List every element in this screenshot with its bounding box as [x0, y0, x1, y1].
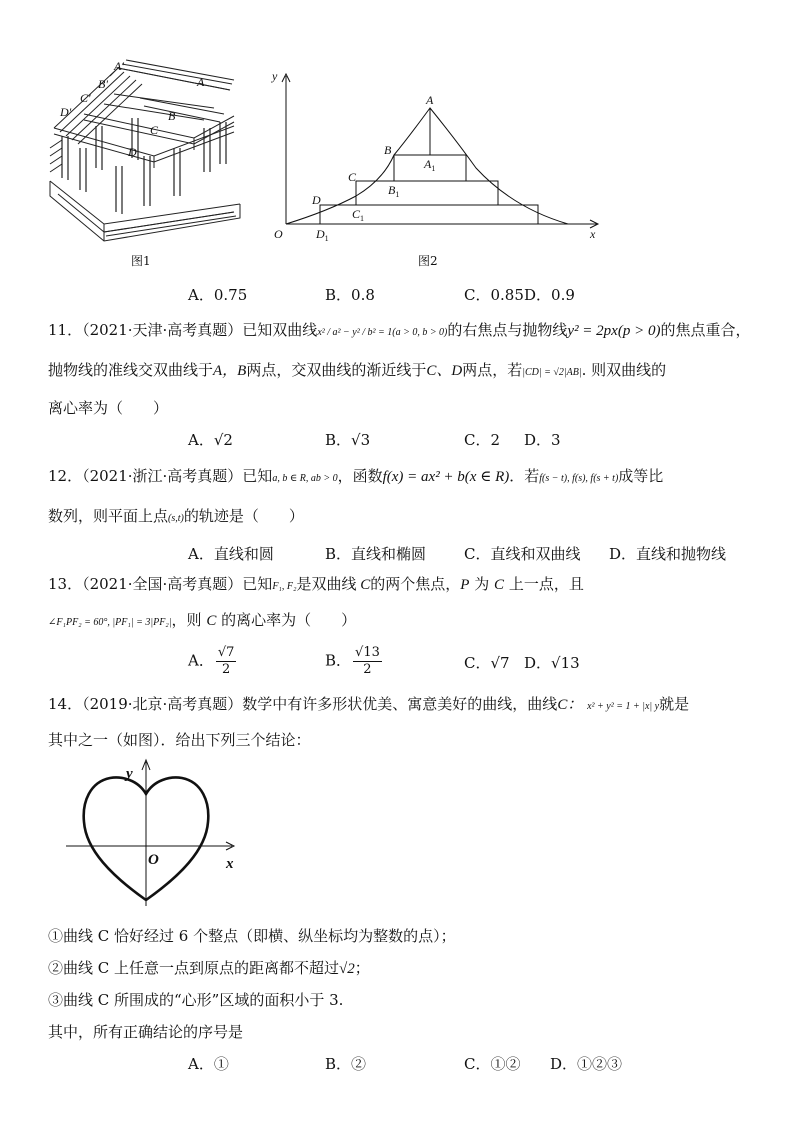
q10-option-c[interactable]: C．0.85: [464, 286, 524, 304]
q11-line-1: 11．（2021·天津·高考真题）已知双曲线x² / a² − y² / b² = 1(a > 0, b > 0)的右焦点与抛物线y² = 2px(p > 0)的焦点重合，: [48, 321, 751, 339]
point-C1-label: $C_1$: [352, 207, 365, 223]
point-C-label: C: [348, 170, 357, 184]
q14-option-a[interactable]: A．①: [188, 1055, 229, 1073]
label-C: C: [150, 123, 159, 137]
q13-option-b[interactable]: B． $\frac{√13}{2}$: [325, 645, 380, 677]
q14-statement-1: ①曲线 C 恰好经过 6 个整点（即横、纵坐标均为整数的点）；: [48, 927, 456, 945]
figure-2-caption: 图2: [418, 254, 438, 268]
figure-2-diagram: [268, 68, 608, 248]
label-D: D: [128, 145, 137, 159]
q12-option-a[interactable]: A．直线和圆: [188, 545, 274, 563]
point-A1-label: $A_1$: [424, 157, 436, 173]
label-A: A: [197, 75, 205, 89]
q13-line-1: 13．（2021·全国·高考真题）已知F₁, F₂是双曲线 C的两个焦点，P 为 C 上一点，且: [48, 575, 584, 593]
q14-question: 其中，所有正确结论的序号是: [48, 1023, 244, 1041]
figure-1-caption: 图1: [131, 254, 151, 268]
q11-option-d[interactable]: D．3: [524, 431, 561, 449]
q13-option-a[interactable]: A． $\frac{√7}{2}$: [188, 645, 235, 677]
q14-statement-3: ③曲线 C 所围成的“心形”区域的面积小于 3.: [48, 991, 344, 1009]
axis-x-label: x: [590, 227, 596, 241]
q11-line-2: 抛物线的准线交双曲线于A，B两点，交双曲线的渐近线于C、D两点，若|CD| = √2|AB|. 则双曲线的: [48, 361, 667, 379]
q14-statement-2: ②曲线 C 上任意一点到原点的距离都不超过√2；: [48, 959, 370, 977]
point-B1-label: $B_1$: [388, 183, 400, 199]
q11-option-c[interactable]: C．2: [464, 431, 501, 449]
point-D1-label: $D_1$: [316, 227, 329, 243]
origin-label: O: [274, 227, 283, 241]
label-B: B: [168, 109, 176, 123]
q12-option-c[interactable]: C．直线和双曲线: [464, 545, 581, 563]
label-C-prime: C': [80, 91, 91, 105]
heart-axis-y-label: y: [126, 766, 133, 782]
q11-line-3: 离心率为（ ）: [48, 399, 169, 417]
q10-option-b[interactable]: B．0.8: [325, 286, 375, 304]
q14-line-1: 14．（2019·北京·高考真题）数学中有许多形状优美、寓意美好的曲线，曲线C： x² + y² = 1 + |x| y就是: [48, 695, 690, 713]
figure-1-building: [44, 56, 254, 248]
q12-line-2: 数列，则平面上点(s,t)的轨迹是（ ）: [48, 507, 304, 525]
heart-origin-label: O: [148, 852, 159, 868]
q10-option-d[interactable]: D．0.9: [524, 286, 575, 304]
label-B-prime: B': [98, 77, 108, 91]
q12-option-d[interactable]: D．直线和抛物线: [609, 545, 727, 563]
point-B-label: B: [384, 143, 392, 157]
heart-curve-figure: [60, 758, 250, 910]
q13-line-2: ∠F₁PF₂ = 60°, |PF₁| = 3|PF₂|，则 C 的离心率为（ ）: [48, 611, 357, 629]
q14-option-d[interactable]: D．①②③: [550, 1055, 623, 1073]
label-D-prime: D': [60, 105, 72, 119]
q12-line-1: 12．（2021·浙江·高考真题）已知a, b ∈ R, ab > 0，函数f(x) = ax² + b(x ∈ R)．若f(s − t), f(s), f(s + t)成等比: [48, 467, 664, 485]
q14-option-b[interactable]: B．②: [325, 1055, 367, 1073]
point-A-label: A: [426, 93, 434, 107]
label-A-prime: A': [114, 59, 124, 73]
q14-option-c[interactable]: C．①②: [464, 1055, 521, 1073]
q14-line-2: 其中之一（如图）．给出下列三个结论：: [48, 731, 311, 749]
point-D-label: D: [312, 193, 321, 207]
axis-y-label: y: [272, 69, 278, 83]
q13-option-d[interactable]: D．√13: [524, 654, 580, 672]
q12-option-b[interactable]: B．直线和椭圆: [325, 545, 427, 563]
q10-option-a[interactable]: A．0.75: [188, 286, 248, 304]
q13-option-c[interactable]: C．√7: [464, 654, 510, 672]
heart-axis-x-label: x: [226, 856, 234, 872]
q11-option-a[interactable]: A．√2: [188, 431, 233, 449]
q11-option-b[interactable]: B．√3: [325, 431, 371, 449]
